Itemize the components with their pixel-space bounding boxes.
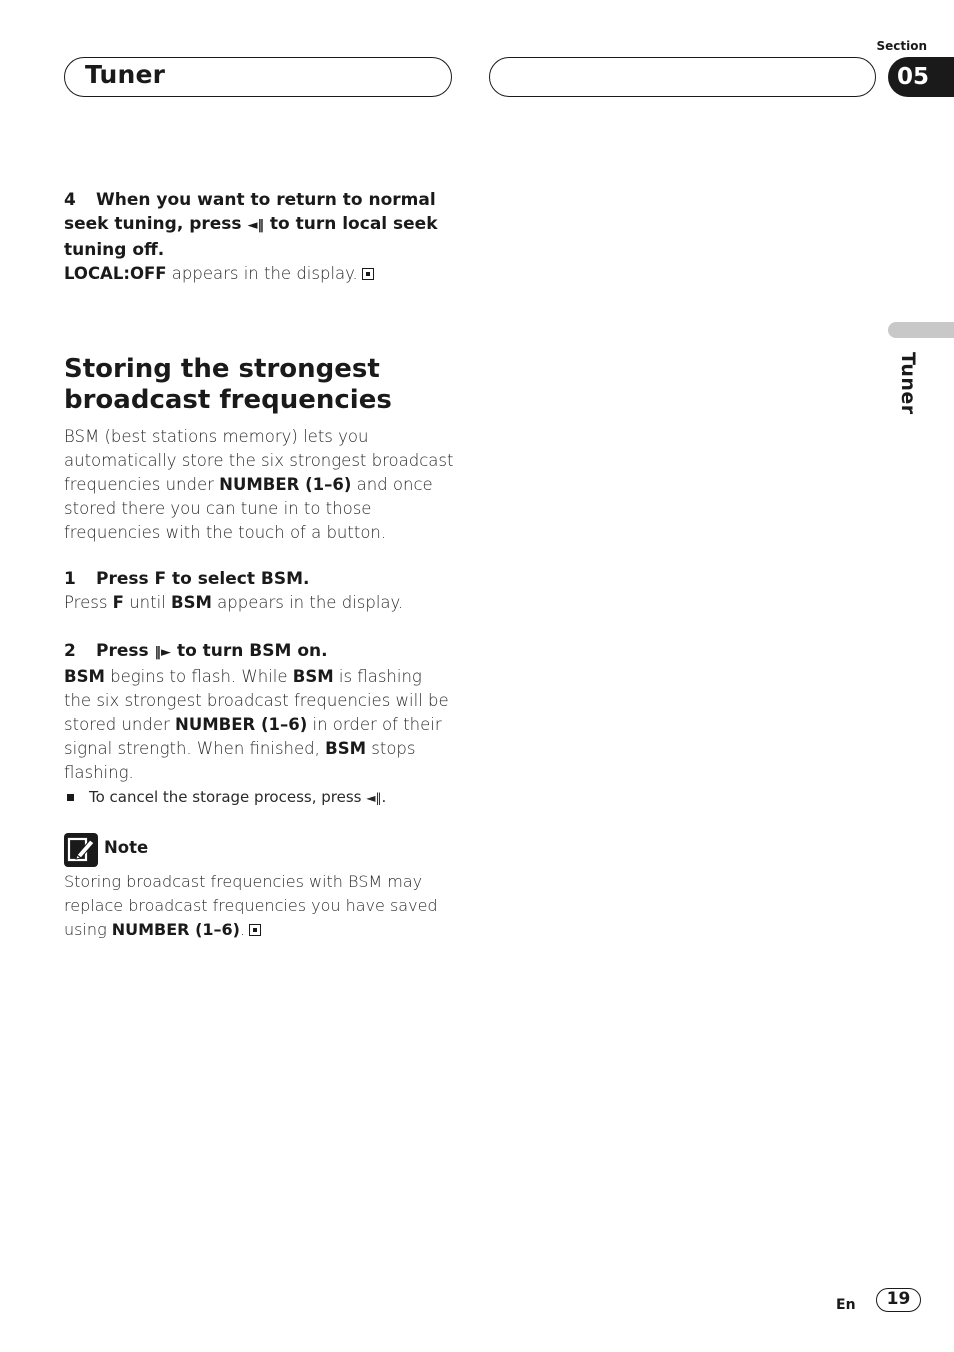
bsm-intro-paragraph: BSM (best stations memory) lets you automatically store the six strongest broadcast frequencies under NUMBER (1–6) and once stored there you can tune in to those frequencies with the touch of a button. — [64, 427, 454, 542]
bullet-square-icon — [67, 794, 74, 801]
note-pencil-icon — [64, 833, 98, 867]
side-tab-marker — [888, 322, 954, 338]
seek-right-icon: ‖► — [154, 645, 172, 660]
step-2-block — [64, 639, 454, 809]
section-label: Section — [876, 39, 927, 53]
header-right-frame — [489, 57, 876, 97]
language-code: En — [836, 1297, 856, 1313]
step-4-block — [64, 188, 454, 286]
end-mark-icon — [362, 268, 374, 280]
page-number: 19 — [876, 1288, 921, 1312]
step-4-instruction: 4 When you want to return to normal seek tuning, press ◄‖ to turn local seek tuning off. — [64, 190, 438, 260]
step-2-description: BSM begins to flash. While BSM is flashing the six strongest broadcast frequencies will be stored under NUMBER (1–6) in order of their signal strength. When finished, BSM stops flashing. — [64, 667, 449, 782]
section-number-badge: 05 — [888, 57, 954, 97]
page-title: Tuner — [85, 60, 166, 89]
seek-left-icon: ◄‖ — [366, 791, 382, 805]
step-2-bullet: To cancel the storage process, press ◄‖. — [64, 786, 454, 809]
side-tab-label: Tuner — [897, 352, 919, 415]
header-title-frame — [64, 57, 452, 97]
note-label: Note — [104, 838, 149, 857]
step-1-instruction: 1 Press F to select BSM. — [64, 569, 310, 589]
step-1-description: Press F until BSM appears in the display. — [64, 593, 404, 612]
note-text: Storing broadcast frequencies with BSM may replace broadcast frequencies you have saved using NUMBER (1–6). — [64, 872, 438, 939]
end-mark-icon — [249, 924, 261, 936]
step-2-instruction: 2 Press ‖► to turn BSM on. — [64, 641, 328, 661]
section-heading: Storing the strongest broadcast frequencies — [64, 354, 392, 415]
seek-left-icon: ◄‖ — [247, 218, 264, 233]
step-4-result: LOCAL:OFF appears in the display. — [64, 262, 454, 286]
step-1-block — [64, 567, 454, 615]
